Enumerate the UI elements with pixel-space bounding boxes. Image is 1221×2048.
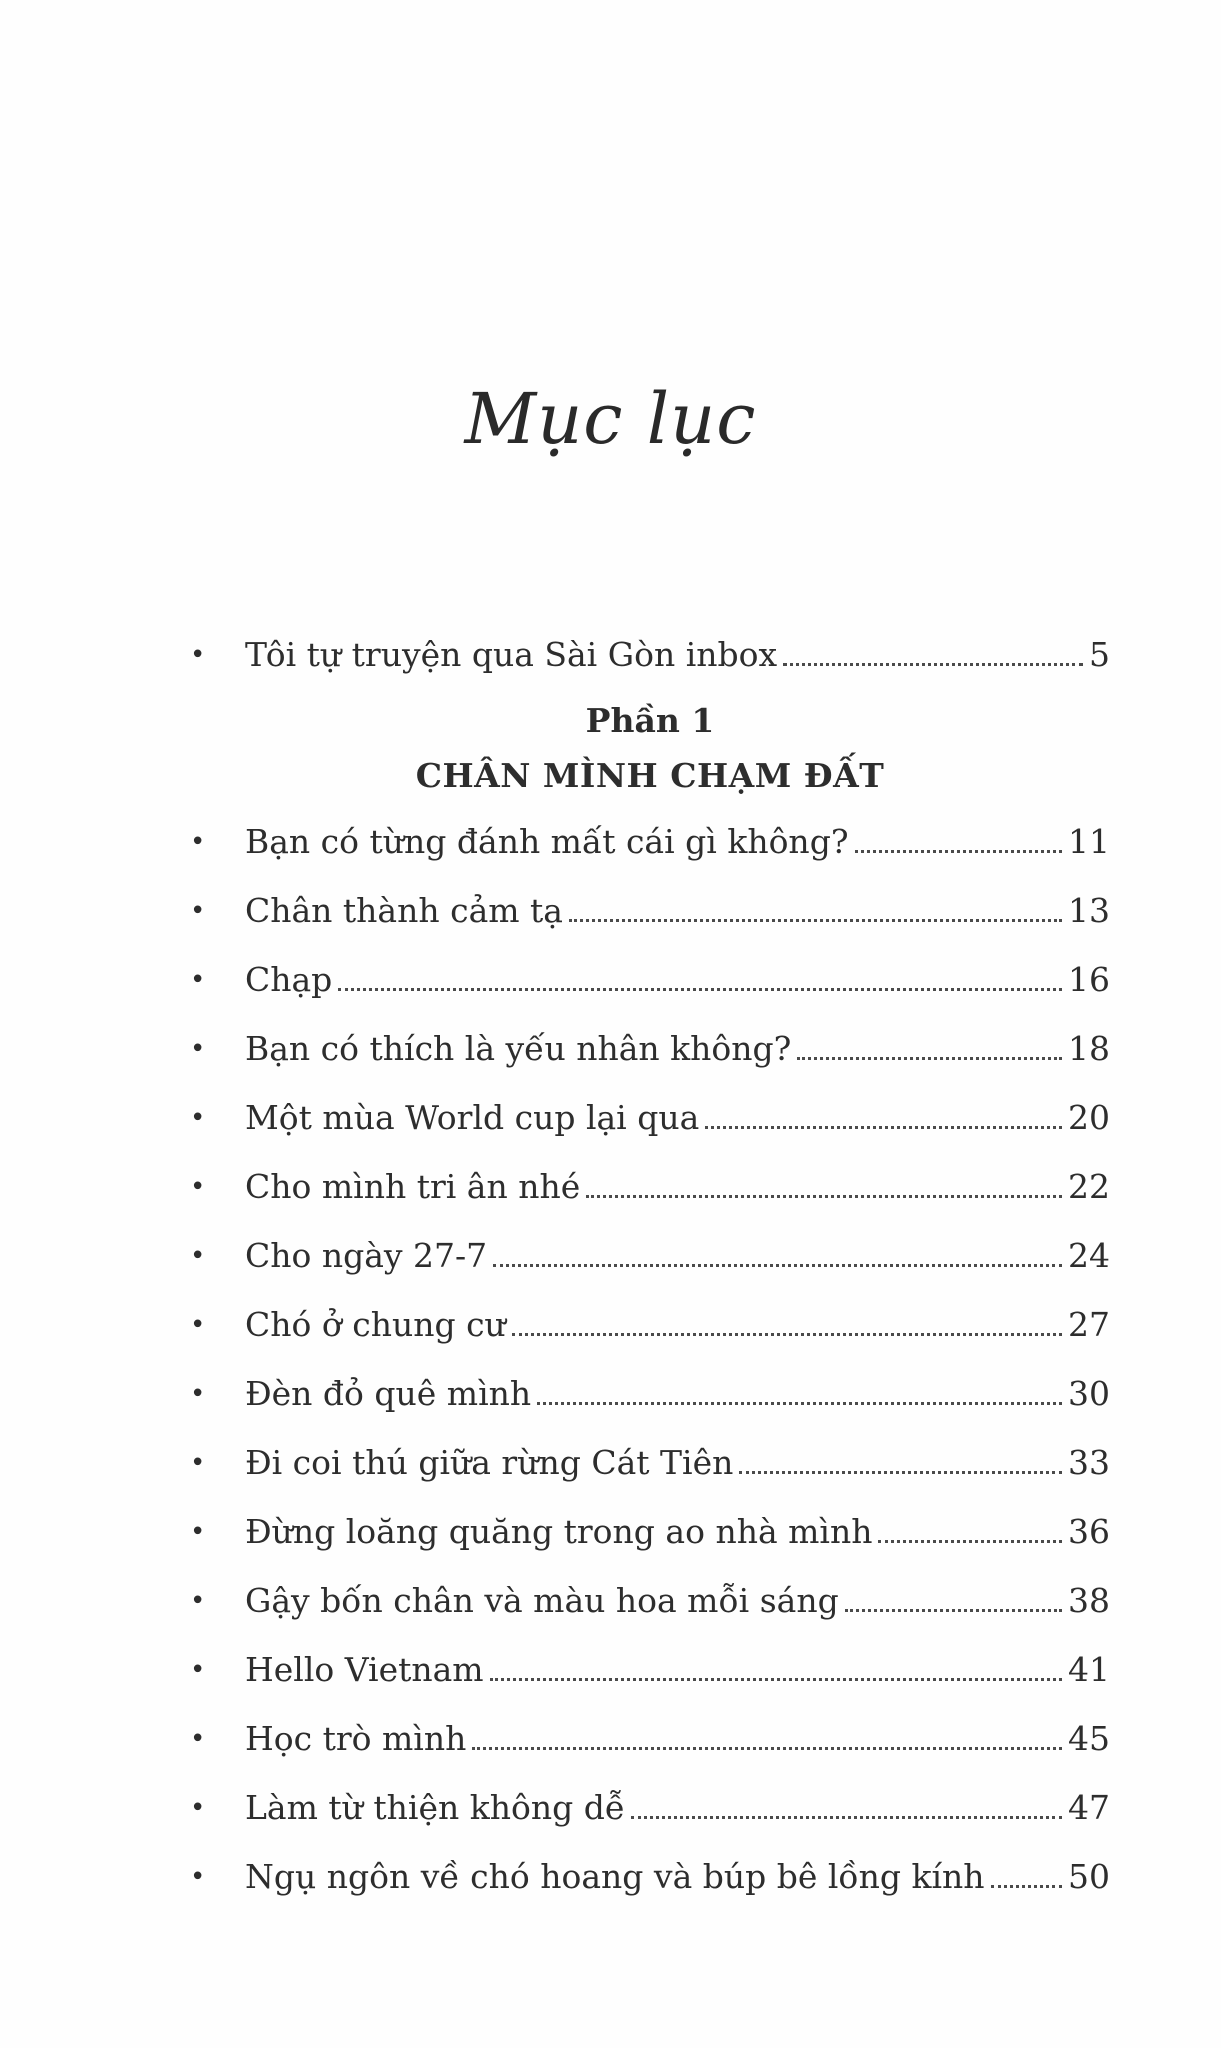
- toc-entry-page: 16: [1068, 960, 1110, 999]
- bullet-icon: •: [190, 1309, 206, 1340]
- dot-leader: [472, 1747, 1062, 1750]
- toc-entry-page: 11: [1068, 822, 1110, 861]
- bullet-icon: •: [190, 1447, 206, 1478]
- dot-leader: [783, 663, 1083, 666]
- toc-entry-page: 18: [1068, 1029, 1110, 1068]
- toc-entry-title: Chân thành cảm tạ: [245, 891, 563, 930]
- dot-leader: [338, 988, 1062, 991]
- bullet-icon: •: [190, 639, 206, 670]
- bullet-icon: •: [190, 826, 206, 857]
- bullet-icon: •: [190, 964, 206, 995]
- dot-leader: [705, 1126, 1062, 1129]
- toc-entry-title: Ngụ ngôn về chó hoang và búp bê lồng kính: [245, 1857, 985, 1896]
- toc-entry-title: Bạn có thích là yếu nhân không?: [245, 1029, 792, 1068]
- toc-entry: [190, 1497, 1110, 1566]
- dot-leader: [490, 1678, 1062, 1681]
- toc-entry: [190, 1290, 1110, 1359]
- toc-entry: [190, 945, 1110, 1014]
- dot-leader: [739, 1471, 1062, 1474]
- toc-entry: [190, 1014, 1110, 1083]
- toc-entry: [190, 1842, 1110, 1911]
- toc-entry-page: 30: [1068, 1374, 1110, 1413]
- toc-entry-page: 36: [1068, 1512, 1110, 1551]
- toc-list: [190, 620, 1110, 1911]
- toc-entry-page: 24: [1068, 1236, 1110, 1275]
- toc-entry-page: 33: [1068, 1443, 1110, 1482]
- toc-entry: [190, 1221, 1110, 1290]
- dot-leader: [569, 919, 1062, 922]
- dot-leader: [631, 1816, 1062, 1819]
- part-heading: [190, 697, 1110, 807]
- toc-entry-intro: [190, 620, 1110, 689]
- toc-entry-title: Đi coi thú giữa rừng Cát Tiên: [245, 1443, 734, 1482]
- toc-entry: [190, 1566, 1110, 1635]
- toc-entry-title: Bạn có từng đánh mất cái gì không?: [245, 822, 849, 861]
- dot-leader: [991, 1885, 1062, 1888]
- toc-entry-page: 5: [1089, 635, 1110, 674]
- toc-entry-page: 47: [1068, 1788, 1110, 1827]
- dot-leader: [845, 1609, 1062, 1612]
- toc-entry: [190, 1083, 1110, 1152]
- toc-entry: [190, 1773, 1110, 1842]
- toc-entry-page: 38: [1068, 1581, 1110, 1620]
- toc-entry-page: 50: [1068, 1857, 1110, 1896]
- toc-entry-page: 22: [1068, 1167, 1110, 1206]
- toc-entry: [190, 1704, 1110, 1773]
- part-title: CHÂN MÌNH CHẠM ĐẤT: [415, 756, 885, 795]
- toc-entry-title: Một mùa World cup lại qua: [245, 1098, 700, 1137]
- toc-entry-page: 41: [1068, 1650, 1110, 1689]
- bullet-icon: •: [190, 1240, 206, 1271]
- toc-entry-title: Đèn đỏ quê mình: [245, 1374, 532, 1413]
- toc-entry-title: Chạp: [245, 960, 333, 999]
- toc-entry-title: Gậy bốn chân và màu hoa mỗi sáng: [245, 1581, 839, 1620]
- toc-entry-title: Học trò mình: [245, 1719, 467, 1758]
- dot-leader: [855, 850, 1062, 853]
- dot-leader: [512, 1333, 1062, 1336]
- toc-entry-title: Cho mình tri ân nhé: [245, 1167, 581, 1206]
- toc-entry-title: Làm từ thiện không dễ: [245, 1788, 626, 1827]
- toc-entry-title: Hello Vietnam: [245, 1650, 484, 1689]
- bullet-icon: •: [190, 1033, 206, 1064]
- bullet-icon: •: [190, 1516, 206, 1547]
- toc-entry: [190, 876, 1110, 945]
- toc-entry-page: 13: [1068, 891, 1110, 930]
- toc-entry: [190, 807, 1110, 876]
- toc-entry-page: 27: [1068, 1305, 1110, 1344]
- bullet-icon: •: [190, 1792, 206, 1823]
- bullet-icon: •: [190, 1102, 206, 1133]
- toc-entries: [190, 807, 1110, 1911]
- dot-leader: [537, 1402, 1062, 1405]
- toc-entry-page: 45: [1068, 1719, 1110, 1758]
- toc-entry-page: 20: [1068, 1098, 1110, 1137]
- dot-leader: [878, 1540, 1062, 1543]
- dot-leader: [797, 1057, 1062, 1060]
- dot-leader: [493, 1264, 1062, 1267]
- toc-entry: [190, 1428, 1110, 1497]
- dot-leader: [586, 1195, 1062, 1198]
- toc-entry: [190, 1635, 1110, 1704]
- bullet-icon: •: [190, 1654, 206, 1685]
- bullet-icon: •: [190, 1861, 206, 1892]
- toc-entry-title: Tôi tự truyện qua Sài Gòn inbox: [245, 635, 778, 674]
- toc-entry-title: Cho ngày 27-7: [245, 1236, 488, 1275]
- bullet-icon: •: [190, 895, 206, 926]
- bullet-icon: •: [190, 1378, 206, 1409]
- toc-entry: [190, 1152, 1110, 1221]
- toc-entry: [190, 1359, 1110, 1428]
- bullet-icon: •: [190, 1585, 206, 1616]
- part-number: Phần 1: [585, 701, 715, 740]
- bullet-icon: •: [190, 1171, 206, 1202]
- toc-entry-title: Chó ở chung cư: [245, 1305, 506, 1344]
- toc-entry-title: Đừng loăng quăng trong ao nhà mình: [245, 1512, 873, 1551]
- page-title: Mục lục: [464, 378, 757, 460]
- bullet-icon: •: [190, 1723, 206, 1754]
